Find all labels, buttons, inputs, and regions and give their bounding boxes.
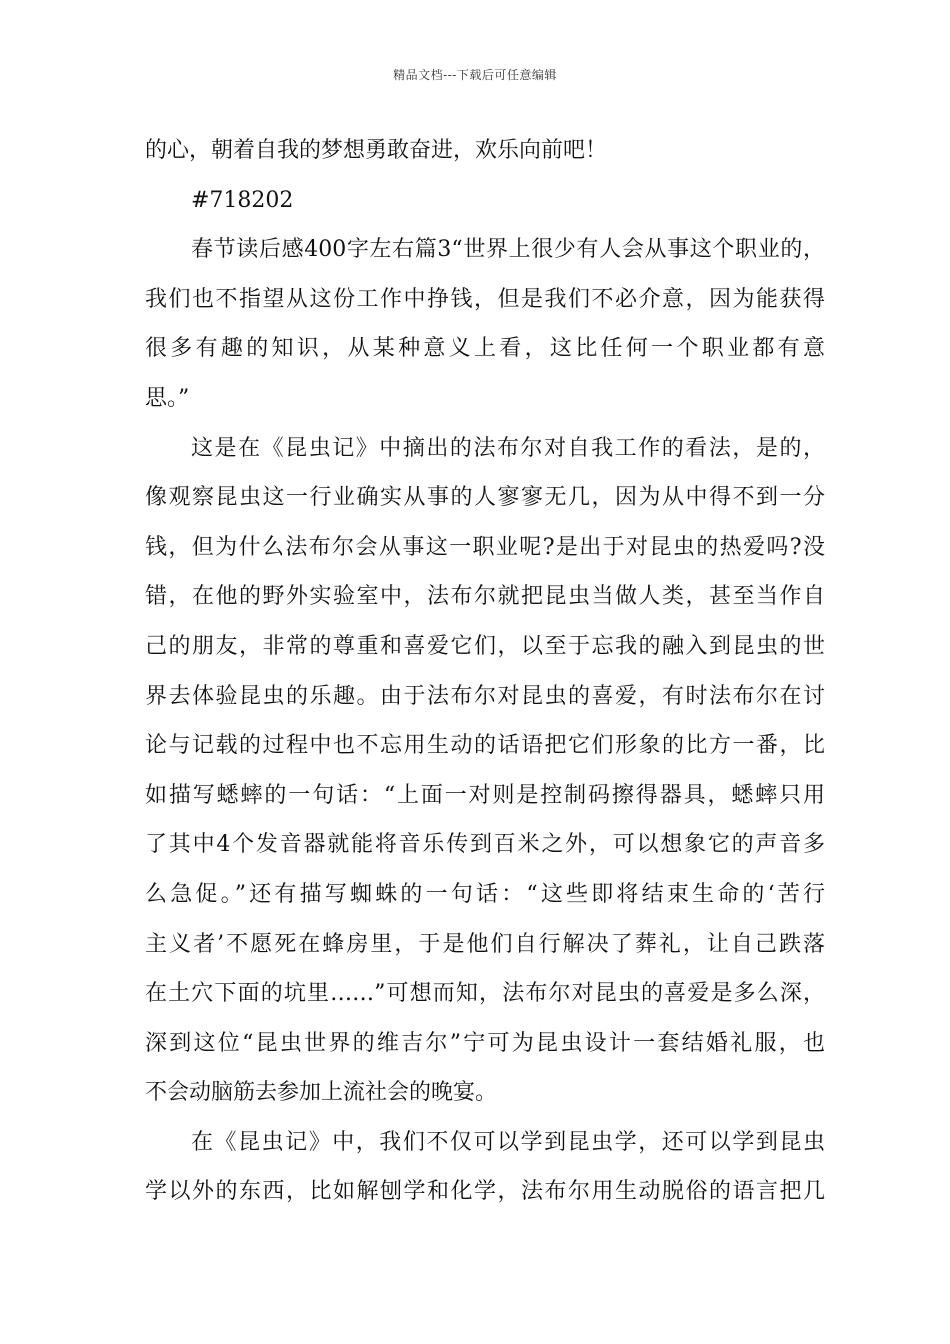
page-header: 精品文档---下载后可任意编辑 xyxy=(393,68,557,82)
text-line: 界去体验昆虫的乐趣。由于法布尔对昆虫的喜爱，有时法布尔在讨 xyxy=(145,683,825,709)
text-line: 钱，但为什么法布尔会从事这一职业呢?是出于对昆虫的热爱吗?没 xyxy=(145,534,825,560)
text-line: 的心，朝着自我的梦想勇敢奋进，欢乐向前吧！ xyxy=(145,138,608,163)
text-line: 在土穴下面的坑里……”可想而知，法布尔对昆虫的喜爱是多么深， xyxy=(145,981,825,1007)
text-line: 春节读后感400字左右篇3“世界上很少有人会从事这个职业的， xyxy=(191,237,825,263)
text-line: #718202 xyxy=(191,187,294,213)
document-body xyxy=(145,126,825,1217)
text-line: 论与记载的过程中也不忘用生动的话语把它们形象的比方一番，比 xyxy=(145,733,825,759)
text-line: 了其中4个发音器就能将音乐传到百米之外，可以想象它的声音多 xyxy=(145,832,825,858)
text-line: 主义者’不愿死在蜂房里，于是他们自行解决了葬礼，让自己跌落 xyxy=(145,931,825,957)
text-line: 像观察昆虫这一行业确实从事的人寥寥无几，因为从中得不到一分 xyxy=(145,485,825,511)
text-line: 么急促。”还有描写蜘蛛的一句话：“这些即将结束生命的‘苦行 xyxy=(145,881,825,907)
text-line: 不会动脑筋去参加上流社会的晚宴。 xyxy=(145,1080,498,1106)
text-line: 思。” xyxy=(145,385,190,411)
text-line: 己的朋友，非常的尊重和喜爱它们，以至于忘我的融入到昆虫的世 xyxy=(145,633,825,659)
text-line: 很多有趣的知识，从某种意义上看，这比任何一个职业都有意 xyxy=(145,336,825,362)
text-line: 这是在《昆虫记》中摘出的法布尔对自我工作的看法，是的， xyxy=(191,435,825,461)
text-line: 深到这位“昆虫世界的维吉尔”宁可为昆虫设计一套结婚礼服，也 xyxy=(145,1030,825,1056)
text-line: 在《昆虫记》中，我们不仅可以学到昆虫学，还可以学到昆虫 xyxy=(191,1129,825,1155)
text-line: 如描写蟋蟀的一句话：“上面一对则是控制码擦得器具，蟋蟀只用 xyxy=(145,782,825,808)
text-line: 学以外的东西，比如解刨学和化学，法布尔用生动脱俗的语言把几 xyxy=(145,1179,825,1205)
text-line: 我们也不指望从这份工作中挣钱，但是我们不必介意，因为能获得 xyxy=(145,286,825,312)
text-line: 错，在他的野外实验室中，法布尔就把昆虫当做人类，甚至当作自 xyxy=(145,584,825,610)
